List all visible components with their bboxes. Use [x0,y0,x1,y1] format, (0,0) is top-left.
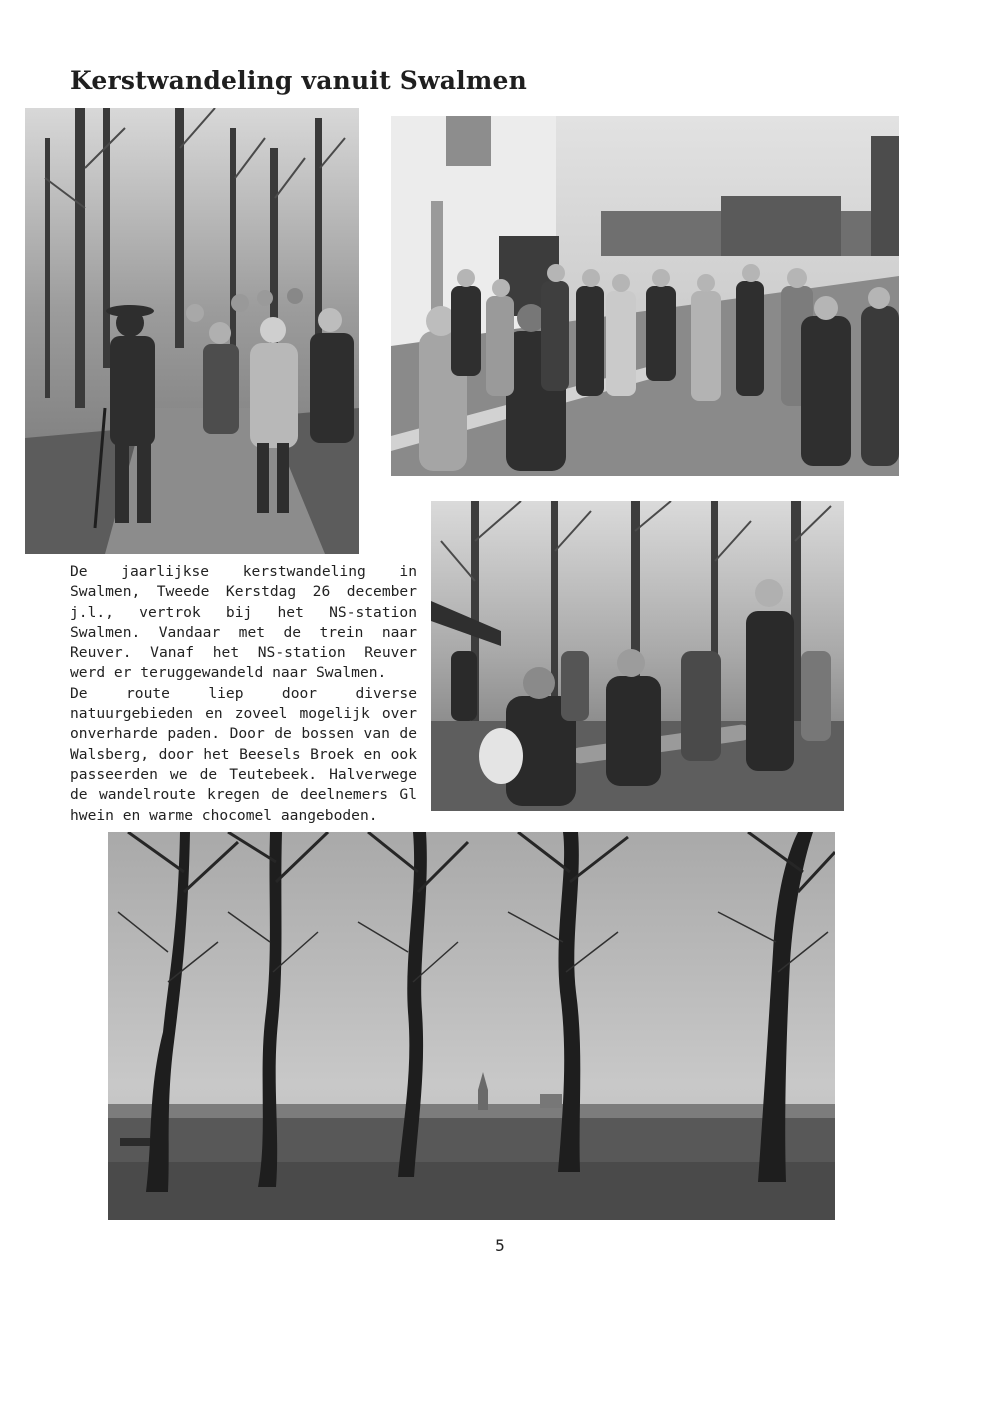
article-body [70,562,417,826]
photo-rest-stop [431,501,844,811]
article-paragraph-1: De jaarlijkse kerstwandeling in Swalmen, Tweede Kerstdag 26 december j.l., vertrok bij het NS-station Swalmen. Vandaar met de trein naar Reuver. Vanaf het NS-station Reuver werd er teruggewandeld naar Swalmen. [70,563,417,682]
article-title: Kerstwandeling vanuit Swalmen [70,66,527,95]
photo-landscape [108,832,835,1220]
article-paragraph-2: De route liep door diverse natuurgebieden en zoveel mogelijk over onverharde paden. Door de bossen van de Walsberg, door het Beesels Broek en ook passeerden we de Teutebeek. Halverwege de wandelroute kregen de deelnemers Gl hwein en warme chocomel aangeboden. [70,684,417,824]
photo-station-gathering [391,116,899,476]
photo-forest-walk [25,108,359,554]
page-number: 5 [495,1236,505,1255]
